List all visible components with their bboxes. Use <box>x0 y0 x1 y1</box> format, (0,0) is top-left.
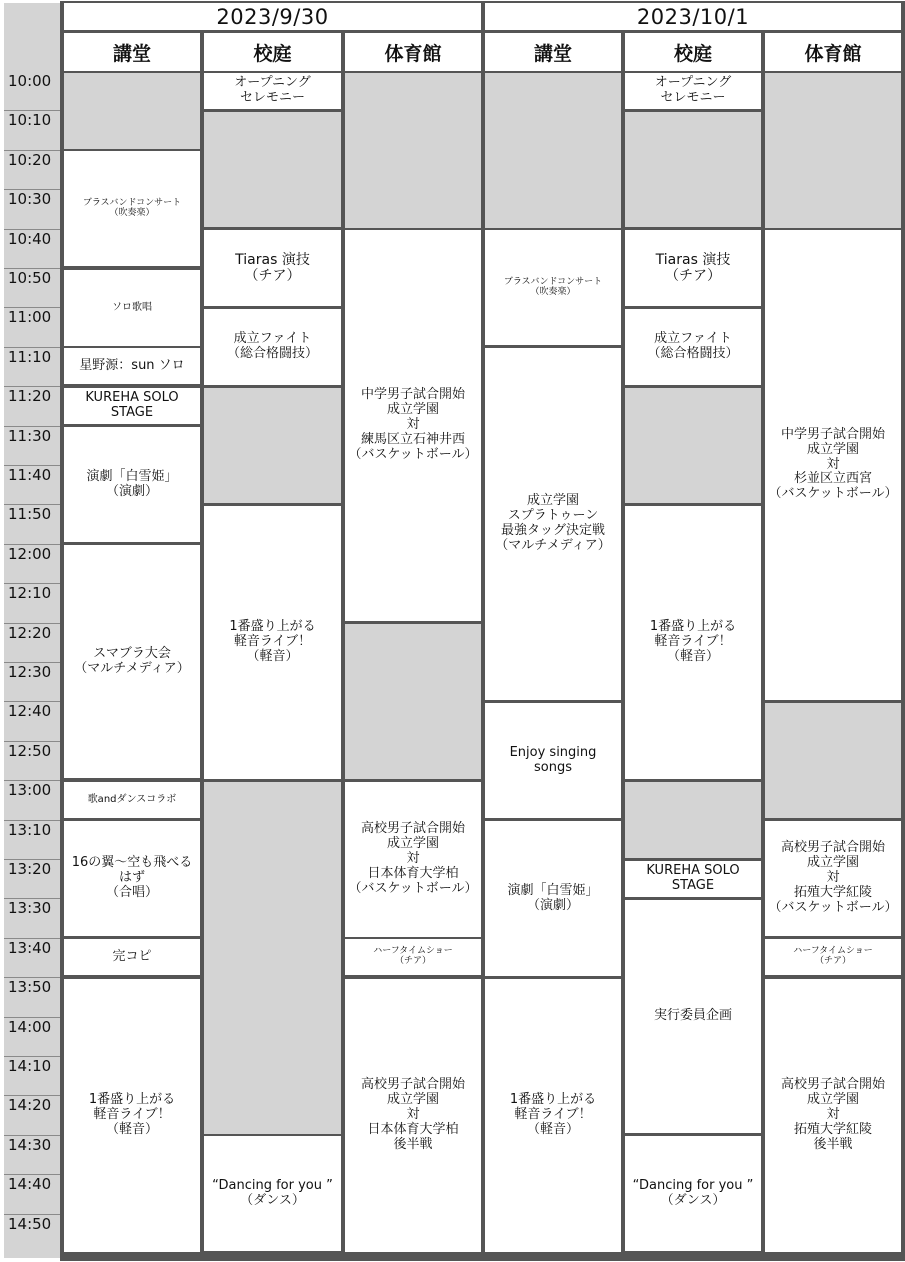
time-label: 14:00 <box>8 1018 52 1036</box>
event-cell: Tiaras 演技 （チア） <box>625 230 761 306</box>
empty-slot <box>204 388 341 503</box>
event-cell: 高校男子試合開始 成立学園 対 日本体育大学柏 後半戦 <box>345 979 481 1252</box>
event-cell: 完コピ <box>64 939 200 975</box>
time-label: 12:40 <box>8 702 52 720</box>
time-label: 11:00 <box>8 308 52 326</box>
event-cell: 1番盛り上がる 軽音ライブ！ （軽音） <box>64 979 200 1252</box>
event-cell: 高校男子試合開始 成立学園 対 日本体育大学柏 （バスケットボール） <box>345 782 481 937</box>
event-cell: 中学男子試合開始 成立学園 対 杉並区立西宮 （バスケットボール） <box>765 230 901 700</box>
time-label: 14:20 <box>8 1096 52 1114</box>
date-header: 2023/9/30 <box>64 3 481 30</box>
event-cell: 実行委員企画 <box>625 900 761 1133</box>
empty-slot <box>625 388 761 503</box>
corner-cell <box>4 3 60 71</box>
empty-slot <box>765 73 901 228</box>
event-cell: 星野源：sun ソロ <box>64 348 200 384</box>
event-cell: オープニング セレモニー <box>625 73 761 109</box>
time-label: 12:20 <box>8 624 52 642</box>
event-cell: 演劇「白雪姫」 （演劇） <box>485 821 621 976</box>
event-cell: 演劇「白雪姫」 （演劇） <box>64 427 200 542</box>
time-label: 11:50 <box>8 505 52 523</box>
event-cell: 成立ファイト （総合格闘技） <box>204 309 341 385</box>
event-cell: ハーフタイムショー （チア） <box>765 939 901 975</box>
event-cell: 高校男子試合開始 成立学園 対 拓殖大学紅陵 後半戦 <box>765 979 901 1252</box>
empty-slot <box>345 73 481 228</box>
event-cell: 歌andダンスコラボ <box>64 782 200 818</box>
time-label: 13:50 <box>8 978 52 996</box>
event-cell: スマブラ大会 （マルチメディア） <box>64 545 200 778</box>
time-label: 11:40 <box>8 466 52 484</box>
empty-slot <box>64 73 200 149</box>
event-cell: ブラスバンドコンサート （吹奏楽） <box>485 230 621 345</box>
venue-header-0: 講堂 <box>485 33 621 71</box>
event-cell: 中学男子試合開始 成立学園 対 練馬区立石神井西 （バスケットボール） <box>345 230 481 621</box>
date-header: 2023/10/1 <box>485 3 901 30</box>
event-cell: 成立ファイト （総合格闘技） <box>625 309 761 385</box>
event-cell: 1番盛り上がる 軽音ライブ！ （軽音） <box>204 506 341 779</box>
event-cell: KUREHA SOLO STAGE <box>625 861 761 897</box>
venue-header-2: 体育館 <box>765 33 901 71</box>
time-label: 13:30 <box>8 899 52 917</box>
time-label: 13:40 <box>8 939 52 957</box>
event-cell: “Dancing for you ” （ダンス） <box>204 1136 341 1251</box>
event-cell: ブラスバンドコンサート （吹奏楽） <box>64 151 200 266</box>
time-label: 14:10 <box>8 1057 52 1075</box>
event-cell: 高校男子試合開始 成立学園 対 拓殖大学紅陵 （バスケットボール） <box>765 821 901 936</box>
event-cell: 1番盛り上がる 軽音ライブ！ （軽音） <box>625 506 761 779</box>
time-label: 12:10 <box>8 584 52 602</box>
empty-slot <box>625 112 761 227</box>
time-label: 11:10 <box>8 348 52 366</box>
empty-slot <box>625 782 761 858</box>
event-cell: Tiaras 演技 （チア） <box>204 230 341 306</box>
time-label: 10:30 <box>8 190 52 208</box>
event-cell: オープニング セレモニー <box>204 73 341 109</box>
event-cell: KUREHA SOLO STAGE <box>64 388 200 424</box>
time-label: 14:40 <box>8 1175 52 1193</box>
time-label: 11:20 <box>8 387 52 405</box>
empty-slot <box>765 703 901 818</box>
venue-header-0: 講堂 <box>64 33 200 71</box>
empty-slot <box>485 73 621 228</box>
time-label: 13:00 <box>8 781 52 799</box>
time-label: 10:20 <box>8 151 52 169</box>
event-cell: 16の翼～空も飛べる はず （合唱） <box>64 821 200 936</box>
time-label: 10:00 <box>8 72 52 90</box>
venue-header-1: 校庭 <box>204 33 341 71</box>
empty-slot <box>204 782 341 1134</box>
event-cell: ソロ歌唱 <box>64 270 200 346</box>
event-cell: “Dancing for you ” （ダンス） <box>625 1136 761 1251</box>
venue-header-1: 校庭 <box>625 33 761 71</box>
time-label: 13:20 <box>8 860 52 878</box>
time-label: 12:00 <box>8 545 52 563</box>
event-cell: 1番盛り上がる 軽音ライブ！ （軽音） <box>485 979 621 1252</box>
time-label: 12:50 <box>8 742 52 760</box>
empty-slot <box>345 624 481 779</box>
event-cell: 成立学園 スプラトゥーン 最強タッグ決定戦 （マルチメディア） <box>485 348 621 700</box>
time-label: 10:10 <box>8 111 52 129</box>
time-label: 11:30 <box>8 427 52 445</box>
time-label: 10:40 <box>8 230 52 248</box>
time-label: 10:50 <box>8 269 52 287</box>
time-label: 13:10 <box>8 821 52 839</box>
empty-slot <box>204 112 341 227</box>
time-label: 14:30 <box>8 1136 52 1154</box>
time-label: 12:30 <box>8 663 52 681</box>
event-cell: ハーフタイムショー （チア） <box>345 939 481 975</box>
time-label: 14:50 <box>8 1215 52 1233</box>
event-cell: Enjoy singing songs <box>485 703 621 818</box>
venue-header-2: 体育館 <box>345 33 481 71</box>
